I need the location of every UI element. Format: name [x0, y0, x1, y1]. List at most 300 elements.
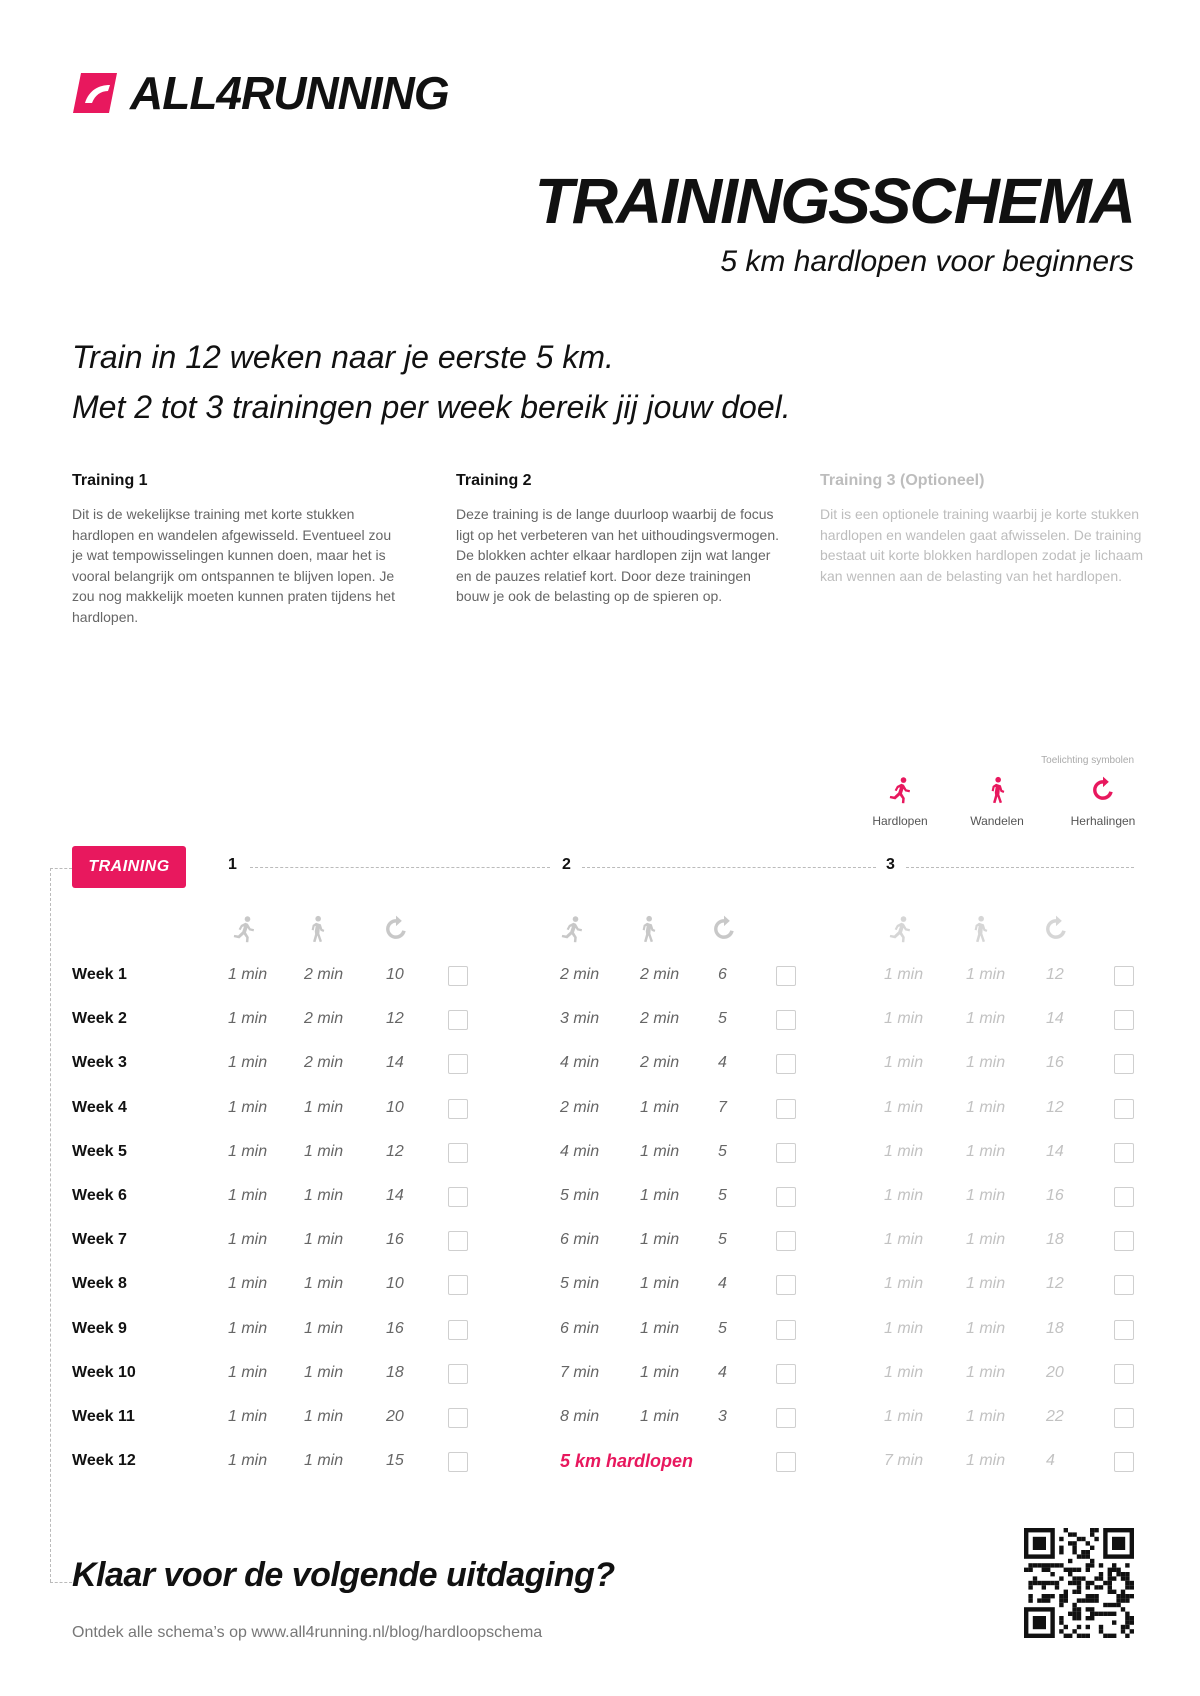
week-label: Week 9 [72, 1319, 127, 1337]
training-1-cell: 2 min [304, 966, 344, 983]
training-1-checkbox[interactable] [448, 1452, 468, 1472]
description-title: Training 3 (Optioneel) [820, 472, 985, 489]
training-2-cell: 1 min [640, 1231, 680, 1249]
qr-module [1059, 1563, 1063, 1567]
training-3-cell: 1 min [884, 1142, 924, 1160]
runner-icon [886, 915, 914, 943]
qr-module [1090, 1607, 1094, 1611]
footer-note: Ontdek alle schema’s op www.all4running.nl/blog/hardloopschema [72, 1624, 543, 1641]
qr-module [1112, 1563, 1116, 1567]
training-2-checkbox[interactable] [776, 1364, 796, 1384]
qr-module [1094, 1576, 1098, 1580]
training-3-checkbox[interactable] [1114, 1275, 1134, 1295]
training-1-cell: 2 min [304, 1010, 344, 1028]
training-3-checkbox[interactable] [1114, 1099, 1134, 1119]
training-2-checkbox[interactable] [776, 1275, 796, 1295]
qr-module [1072, 1612, 1076, 1616]
training-2-cell: 1 min [640, 1408, 680, 1425]
qr-module [1046, 1581, 1050, 1585]
training-1-description [72, 472, 402, 628]
training-1-cell: 16 [386, 1319, 404, 1337]
training-1-cell: 1 min [304, 1452, 344, 1470]
description-text: Deze training is de lange duurloop waarbij de focus ligt op het verbeteren van het uithoudingsvermogen. De blokken achter elkaar hardlopen zijn wat langer en de pauzes relatief kort. Door deze trainingen bouw je ook de belasting op de spieren op. [456, 506, 779, 605]
week-label: Week 6 [72, 1187, 127, 1204]
qr-module [1125, 1616, 1129, 1620]
walker-icon [634, 915, 662, 943]
training-3-cell: 16 [1046, 1054, 1064, 1072]
description-title: Training 2 [456, 472, 532, 489]
qr-module [1116, 1603, 1120, 1607]
qr-module [1090, 1612, 1094, 1616]
qr-module [1059, 1603, 1063, 1607]
qr-module [1108, 1585, 1112, 1589]
intro-line: Met 2 tot 3 trainingen per week bereik jij jouw doel. [72, 389, 791, 425]
qr-module [1072, 1532, 1076, 1536]
training-2-cell: 1 min [640, 1319, 680, 1337]
qr-module [1059, 1594, 1063, 1598]
qr-module [1055, 1585, 1059, 1589]
qr-module [1077, 1607, 1081, 1611]
legend-caption: Toelichting symbolen [1041, 755, 1134, 766]
training-3-cell: 1 min [966, 1275, 1006, 1293]
training-3-checkbox[interactable] [1114, 966, 1134, 986]
training-1-cell: 12 [386, 1010, 404, 1028]
qr-module [1099, 1563, 1103, 1567]
qr-module [1037, 1563, 1041, 1567]
qr-module [1081, 1550, 1085, 1554]
brand-name: ALL4RUNNING [130, 67, 449, 119]
legend-item-repeat [1053, 776, 1153, 830]
qr-module [1081, 1537, 1085, 1541]
qr-module [1077, 1616, 1081, 1620]
training-2-cell: 4 [718, 1054, 727, 1072]
qr-module [1130, 1585, 1134, 1589]
qr-module [1094, 1537, 1098, 1541]
qr-module [1059, 1537, 1063, 1541]
qr-module [1042, 1585, 1046, 1589]
training-1-cell: 1 min [304, 1142, 344, 1160]
training-2-cell: 7 min [560, 1363, 600, 1381]
training-1-checkbox[interactable] [448, 1320, 468, 1340]
training-3-cell: 1 min [966, 1452, 1006, 1470]
qr-module [1068, 1568, 1072, 1572]
qr-module [1116, 1572, 1120, 1576]
qr-module [1112, 1576, 1116, 1580]
training-2-checkbox[interactable] [776, 1099, 796, 1119]
qr-module [1112, 1537, 1125, 1550]
qr-module [1099, 1625, 1103, 1629]
qr-module [1072, 1576, 1076, 1580]
qr-module [1037, 1598, 1041, 1602]
training-1-checkbox[interactable] [448, 1364, 468, 1384]
qr-module [1099, 1585, 1103, 1589]
qr-module [1116, 1568, 1120, 1572]
qr-module [1125, 1563, 1129, 1567]
qr-module [1028, 1594, 1032, 1598]
qr-module [1090, 1616, 1094, 1620]
qr-module [1121, 1607, 1125, 1611]
qr-module [1086, 1554, 1090, 1558]
qr-module [1130, 1620, 1134, 1624]
training-3-cell: 1 min [884, 1231, 924, 1249]
training-3-cell: 1 min [884, 1187, 924, 1204]
qr-module [1072, 1629, 1076, 1633]
runner-icon [886, 776, 914, 804]
qr-module [1121, 1590, 1125, 1594]
training-2-cell: 5 min [560, 1187, 600, 1204]
week-label: Week 8 [72, 1275, 127, 1293]
week-label: Week 10 [72, 1363, 136, 1381]
qr-module [1094, 1528, 1098, 1532]
training-3-cell: 1 min [966, 1319, 1006, 1337]
qr-module [1125, 1620, 1129, 1624]
qr-module [1046, 1598, 1050, 1602]
legend-label: Hardlopen [872, 814, 928, 828]
training-1-cell: 1 min [228, 1452, 268, 1470]
training-1-cell: 12 [386, 1142, 404, 1160]
training-1-cell: 14 [386, 1187, 404, 1204]
qr-module [1064, 1528, 1068, 1532]
qr-module [1077, 1537, 1081, 1541]
qr-module [1028, 1568, 1032, 1572]
qr-code[interactable] [1024, 1528, 1134, 1638]
training-1-checkbox[interactable] [448, 1143, 468, 1163]
training-2-cell: 4 [718, 1275, 727, 1293]
column-divider [250, 867, 550, 868]
qr-module [1081, 1598, 1085, 1602]
qr-module [1064, 1590, 1068, 1594]
training-2-cell: 1 min [640, 1142, 680, 1160]
qr-module [1077, 1598, 1081, 1602]
training-3-cell: 12 [1046, 966, 1064, 983]
qr-module [1042, 1568, 1046, 1572]
qr-module [1077, 1590, 1081, 1594]
qr-module [1121, 1576, 1125, 1580]
qr-module [1130, 1581, 1134, 1585]
intro-line: Train in 12 weken naar je eerste 5 km. [72, 339, 614, 375]
training-2-cell: 5 [718, 1142, 727, 1160]
qr-module [1072, 1590, 1076, 1594]
training-3-cell: 12 [1046, 1275, 1064, 1293]
training-3-cell: 18 [1046, 1319, 1064, 1337]
description-text: Dit is een optionele training waarbij je korte stukken hardlopen en wandelen gaat afwisselen. De training bestaat uit korte blokken hardlopen zodat je lichaam kan wennen aan de belasting van het hardlopen. [820, 506, 1143, 584]
training-3-cell: 7 min [884, 1452, 924, 1470]
training-badge: TRAINING [72, 846, 186, 888]
qr-module [1125, 1581, 1129, 1585]
week-label: Week 5 [72, 1142, 127, 1160]
qr-module [1059, 1598, 1063, 1602]
column-number-2: 2 [562, 856, 571, 873]
training-2-cell: 8 min [560, 1408, 600, 1425]
qr-module [1103, 1581, 1107, 1585]
training-3-cell: 22 [1046, 1408, 1064, 1425]
qr-module [1103, 1634, 1107, 1638]
training-2-cell: 2 min [640, 966, 680, 983]
training-2-checkbox[interactable] [776, 1187, 796, 1207]
qr-module [1059, 1576, 1063, 1580]
qr-module [1086, 1585, 1090, 1589]
training-3-checkbox[interactable] [1114, 1143, 1134, 1163]
training-2-cell: 1 min [640, 1187, 680, 1204]
table-frame-line [50, 868, 72, 869]
qr-module [1086, 1607, 1090, 1611]
qr-module [1125, 1634, 1129, 1638]
training-2-description [456, 472, 786, 607]
qr-module [1121, 1594, 1125, 1598]
training-2-cell: 2 min [560, 966, 600, 983]
training-3-cell: 14 [1046, 1010, 1064, 1028]
training-3-checkbox[interactable] [1114, 1187, 1134, 1207]
training-2-cell: 3 [718, 1408, 727, 1425]
qr-module [1064, 1634, 1068, 1638]
qr-module [1094, 1612, 1098, 1616]
legend-label: Wandelen [970, 814, 1024, 828]
qr-module [1086, 1581, 1090, 1585]
training-3-cell: 1 min [966, 1142, 1006, 1160]
training-1-cell: 1 min [304, 1231, 344, 1249]
training-1-checkbox[interactable] [448, 1187, 468, 1207]
training-3-cell: 1 min [884, 1054, 924, 1072]
qr-module [1090, 1581, 1094, 1585]
week-label: Week 2 [72, 1010, 127, 1028]
training-2-checkbox[interactable] [776, 1143, 796, 1163]
qr-module [1042, 1594, 1046, 1598]
qr-module [1055, 1581, 1059, 1585]
training-3-checkbox[interactable] [1114, 1010, 1134, 1030]
training-2-checkbox[interactable] [776, 1054, 796, 1074]
training-1-cell: 15 [386, 1452, 404, 1470]
training-2-cell: 7 [718, 1098, 727, 1116]
qr-module [1086, 1568, 1090, 1572]
repeat-icon [382, 915, 410, 943]
training-1-cell: 1 min [304, 1187, 344, 1204]
qr-module [1046, 1594, 1050, 1598]
training-1-cell: 1 min [228, 1319, 268, 1337]
qr-module [1064, 1625, 1068, 1629]
training-1-cell: 1 min [304, 1408, 344, 1425]
qr-module [1072, 1581, 1076, 1585]
training-3-cell: 1 min [884, 966, 924, 983]
qr-module [1072, 1550, 1076, 1554]
qr-module [1042, 1598, 1046, 1602]
qr-module [1125, 1598, 1129, 1602]
qr-module [1033, 1576, 1037, 1580]
qr-module [1055, 1563, 1059, 1567]
qr-module [1116, 1598, 1120, 1602]
qr-module [1072, 1568, 1076, 1572]
repeat-icon [710, 915, 738, 943]
training-3-checkbox[interactable] [1114, 1452, 1134, 1472]
training-1-cell: 1 min [228, 966, 268, 983]
training-1-cell: 1 min [304, 1319, 344, 1337]
training-3-cell: 14 [1046, 1142, 1064, 1160]
qr-module [1037, 1581, 1041, 1585]
training-1-cell: 1 min [304, 1363, 344, 1381]
qr-module [1077, 1634, 1081, 1638]
training-3-checkbox[interactable] [1114, 1408, 1134, 1428]
qr-module [1090, 1559, 1094, 1563]
training-2-checkbox[interactable] [776, 1452, 796, 1472]
qr-module [1094, 1598, 1098, 1602]
training-3-cell: 1 min [884, 1010, 924, 1028]
qr-module [1050, 1581, 1054, 1585]
week-label: Week 1 [72, 966, 127, 983]
walker-icon [983, 776, 1011, 804]
qr-module [1068, 1572, 1072, 1576]
qr-module [1072, 1546, 1076, 1550]
table-frame-line [50, 1582, 72, 1583]
training-1-cell: 1 min [228, 1408, 268, 1425]
qr-module [1099, 1629, 1103, 1633]
training-1-checkbox[interactable] [448, 1275, 468, 1295]
qr-module [1081, 1634, 1085, 1638]
qr-module [1068, 1532, 1072, 1536]
training-2-checkbox[interactable] [776, 1010, 796, 1030]
qr-module [1077, 1625, 1081, 1629]
training-1-checkbox[interactable] [448, 1231, 468, 1251]
qr-module [1068, 1541, 1072, 1545]
training-1-cell: 1 min [228, 1363, 268, 1381]
qr-module [1028, 1585, 1032, 1589]
qr-module [1086, 1563, 1090, 1567]
qr-module [1050, 1563, 1054, 1567]
column-number-3: 3 [886, 856, 895, 873]
training-3-checkbox[interactable] [1114, 1054, 1134, 1074]
training-2-checkbox[interactable] [776, 1231, 796, 1251]
training-3-description [820, 472, 1150, 586]
training-1-cell: 1 min [228, 1187, 268, 1204]
qr-module [1033, 1616, 1046, 1629]
repeat-icon [1089, 776, 1117, 804]
training-1-cell: 10 [386, 1098, 404, 1116]
training-1-cell: 14 [386, 1054, 404, 1072]
page-subtitle: 5 km hardlopen voor beginners [720, 245, 1134, 278]
week-label: Week 12 [72, 1452, 136, 1470]
qr-module [1121, 1625, 1125, 1629]
training-3-checkbox[interactable] [1114, 1320, 1134, 1340]
qr-module [1068, 1581, 1072, 1585]
training-3-cell: 1 min [966, 966, 1006, 983]
training-2-checkbox[interactable] [776, 1320, 796, 1340]
qr-module [1090, 1563, 1094, 1567]
qr-module [1033, 1563, 1037, 1567]
qr-module [1028, 1598, 1032, 1602]
training-1-checkbox[interactable] [448, 1099, 468, 1119]
qr-module [1108, 1634, 1112, 1638]
qr-module [1125, 1625, 1129, 1629]
training-3-cell: 18 [1046, 1231, 1064, 1249]
training-1-cell: 10 [386, 1275, 404, 1293]
training-3-cell: 1 min [966, 1054, 1006, 1072]
qr-module [1064, 1594, 1068, 1598]
qr-module [1125, 1572, 1129, 1576]
qr-module [1081, 1554, 1085, 1558]
qr-module [1068, 1612, 1072, 1616]
training-3-cell: 20 [1046, 1363, 1064, 1381]
training-3-cell: 1 min [966, 1098, 1006, 1116]
training-3-cell: 4 [1046, 1452, 1055, 1470]
qr-module [1094, 1585, 1098, 1589]
walker-icon [303, 915, 331, 943]
training-2-cell: 6 min [560, 1231, 600, 1249]
legend-item-run [850, 776, 950, 830]
training-1-checkbox[interactable] [448, 1010, 468, 1030]
training-2-cell: 4 min [560, 1054, 600, 1072]
qr-module [1108, 1581, 1112, 1585]
table-frame-line [50, 868, 51, 1582]
training-3-cell: 1 min [966, 1363, 1006, 1381]
training-2-cell: 5 [718, 1319, 727, 1337]
training-2-checkbox[interactable] [776, 1408, 796, 1428]
qr-module [1099, 1572, 1103, 1576]
legend-label: Herhalingen [1070, 814, 1136, 828]
qr-module [1046, 1568, 1050, 1572]
qr-module [1121, 1572, 1125, 1576]
qr-module [1112, 1590, 1116, 1594]
training-3-checkbox[interactable] [1114, 1231, 1134, 1251]
qr-module [1042, 1563, 1046, 1567]
qr-module [1125, 1576, 1129, 1580]
qr-module [1112, 1612, 1116, 1616]
qr-module [1090, 1528, 1094, 1532]
qr-module [1086, 1634, 1090, 1638]
runner-icon [230, 915, 258, 943]
qr-module [1077, 1612, 1081, 1616]
qr-module [1094, 1594, 1098, 1598]
qr-module [1046, 1563, 1050, 1567]
training-1-cell: 1 min [304, 1275, 344, 1293]
qr-module [1077, 1568, 1081, 1572]
training-3-cell: 12 [1046, 1098, 1064, 1116]
qr-module [1059, 1546, 1063, 1550]
qr-module [1077, 1585, 1081, 1589]
training-1-checkbox[interactable] [448, 966, 468, 986]
training-3-checkbox[interactable] [1114, 1364, 1134, 1384]
training-2-cell: 4 min [560, 1142, 600, 1160]
qr-module [1099, 1612, 1103, 1616]
walker-icon [966, 915, 994, 943]
qr-module [1028, 1563, 1032, 1567]
qr-module [1112, 1634, 1116, 1638]
training-1-checkbox[interactable] [448, 1408, 468, 1428]
qr-module [1121, 1598, 1125, 1602]
qr-module [1077, 1554, 1081, 1558]
qr-module [1042, 1581, 1046, 1585]
qr-module [1108, 1572, 1112, 1576]
qr-module [1086, 1594, 1090, 1598]
training-1-cell: 16 [386, 1231, 404, 1249]
qr-module [1130, 1594, 1134, 1598]
qr-module [1086, 1550, 1090, 1554]
qr-module [1112, 1603, 1116, 1607]
qr-module [1108, 1603, 1112, 1607]
qr-module [1090, 1532, 1094, 1536]
qr-module [1086, 1616, 1090, 1620]
week-label: Week 4 [72, 1098, 127, 1116]
description-text: Dit is de wekelijkse training met korte stukken hardlopen en wandelen afgewisseld. Eventueel zou je wat tempowisselingen kunnen doen, maar het is vooral belangrijk om ontspannen te blijven lopen. Je zou nog makkelijk moeten kunnen praten tijdens het hardlopen. [72, 506, 395, 625]
qr-module [1059, 1629, 1063, 1633]
qr-module [1121, 1629, 1125, 1633]
training-2-cell: 3 min [560, 1010, 600, 1028]
qr-module [1099, 1576, 1103, 1580]
qr-module [1130, 1629, 1134, 1633]
qr-module [1116, 1594, 1120, 1598]
training-1-checkbox[interactable] [448, 1054, 468, 1074]
qr-module [1125, 1612, 1129, 1616]
brand-logo [72, 67, 449, 119]
qr-module [1108, 1590, 1112, 1594]
training-2-checkbox[interactable] [776, 966, 796, 986]
